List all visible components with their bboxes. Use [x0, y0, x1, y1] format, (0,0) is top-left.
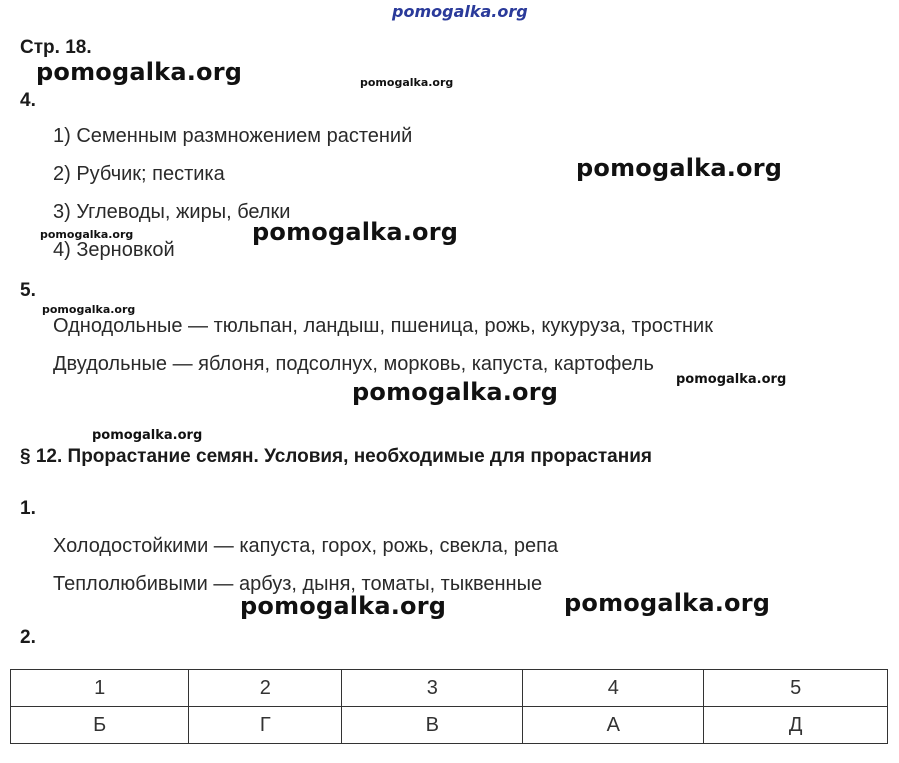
table-cell: 1: [11, 670, 189, 707]
task1-answer-cold-resistant: Холодостойкими — капуста, горох, рожь, свекла, репа: [53, 535, 559, 557]
task5-answer-monocots: Однодольные — тюльпан, ландыш, пшеница, рожь, кукуруза, тростник: [53, 315, 713, 337]
answer-table: [10, 669, 888, 744]
watermark: pomogalka.org: [92, 428, 203, 443]
task4-answer-3: 3) Углеводы, жиры, белки: [53, 201, 291, 223]
task4-answer-1: 1) Семенным размножением растений: [53, 125, 413, 147]
table-cell: 4: [523, 670, 704, 707]
task-number-4: 4.: [20, 90, 36, 111]
watermark: pomogalka.org: [240, 592, 447, 620]
watermark: pomogalka.org: [576, 154, 783, 182]
watermark: pomogalka.org: [360, 76, 454, 89]
task-number-2: 2.: [20, 627, 36, 648]
table-cell: А: [523, 707, 704, 744]
watermark: pomogalka.org: [252, 218, 459, 246]
table-cell: 5: [704, 670, 888, 707]
table-header-row: [11, 670, 888, 707]
watermark: pomogalka.org: [352, 378, 559, 406]
watermark: pomogalka.org: [676, 372, 787, 387]
table-answer-row: [11, 707, 888, 744]
page-reference: Стр. 18.: [20, 37, 92, 58]
paragraph-title: § 12. Прорастание семян. Условия, необходимые для прорастания: [20, 446, 652, 467]
watermark: pomogalka.org: [42, 303, 136, 316]
watermark: pomogalka.org: [564, 589, 771, 617]
table-cell: Г: [189, 707, 342, 744]
task4-answer-4: 4) Зерновкой: [53, 239, 175, 261]
watermark: pomogalka.org: [36, 58, 243, 86]
task-number-1: 1.: [20, 498, 36, 519]
task4-answer-2: 2) Рубчик; пестика: [53, 163, 225, 185]
table-cell: Б: [11, 707, 189, 744]
table-cell: 2: [189, 670, 342, 707]
task1-answer-heat-loving: Теплолюбивыми — арбуз, дыня, томаты, тыквенные: [53, 573, 543, 595]
table-cell: 3: [342, 670, 523, 707]
watermark-top: pomogalka.org: [392, 2, 528, 21]
task-number-5: 5.: [20, 280, 36, 301]
watermark: pomogalka.org: [40, 228, 134, 241]
task5-answer-dicots: Двудольные — яблоня, подсолнух, морковь, капуста, картофель: [53, 353, 654, 375]
table-cell: Д: [704, 707, 888, 744]
table-cell: В: [342, 707, 523, 744]
